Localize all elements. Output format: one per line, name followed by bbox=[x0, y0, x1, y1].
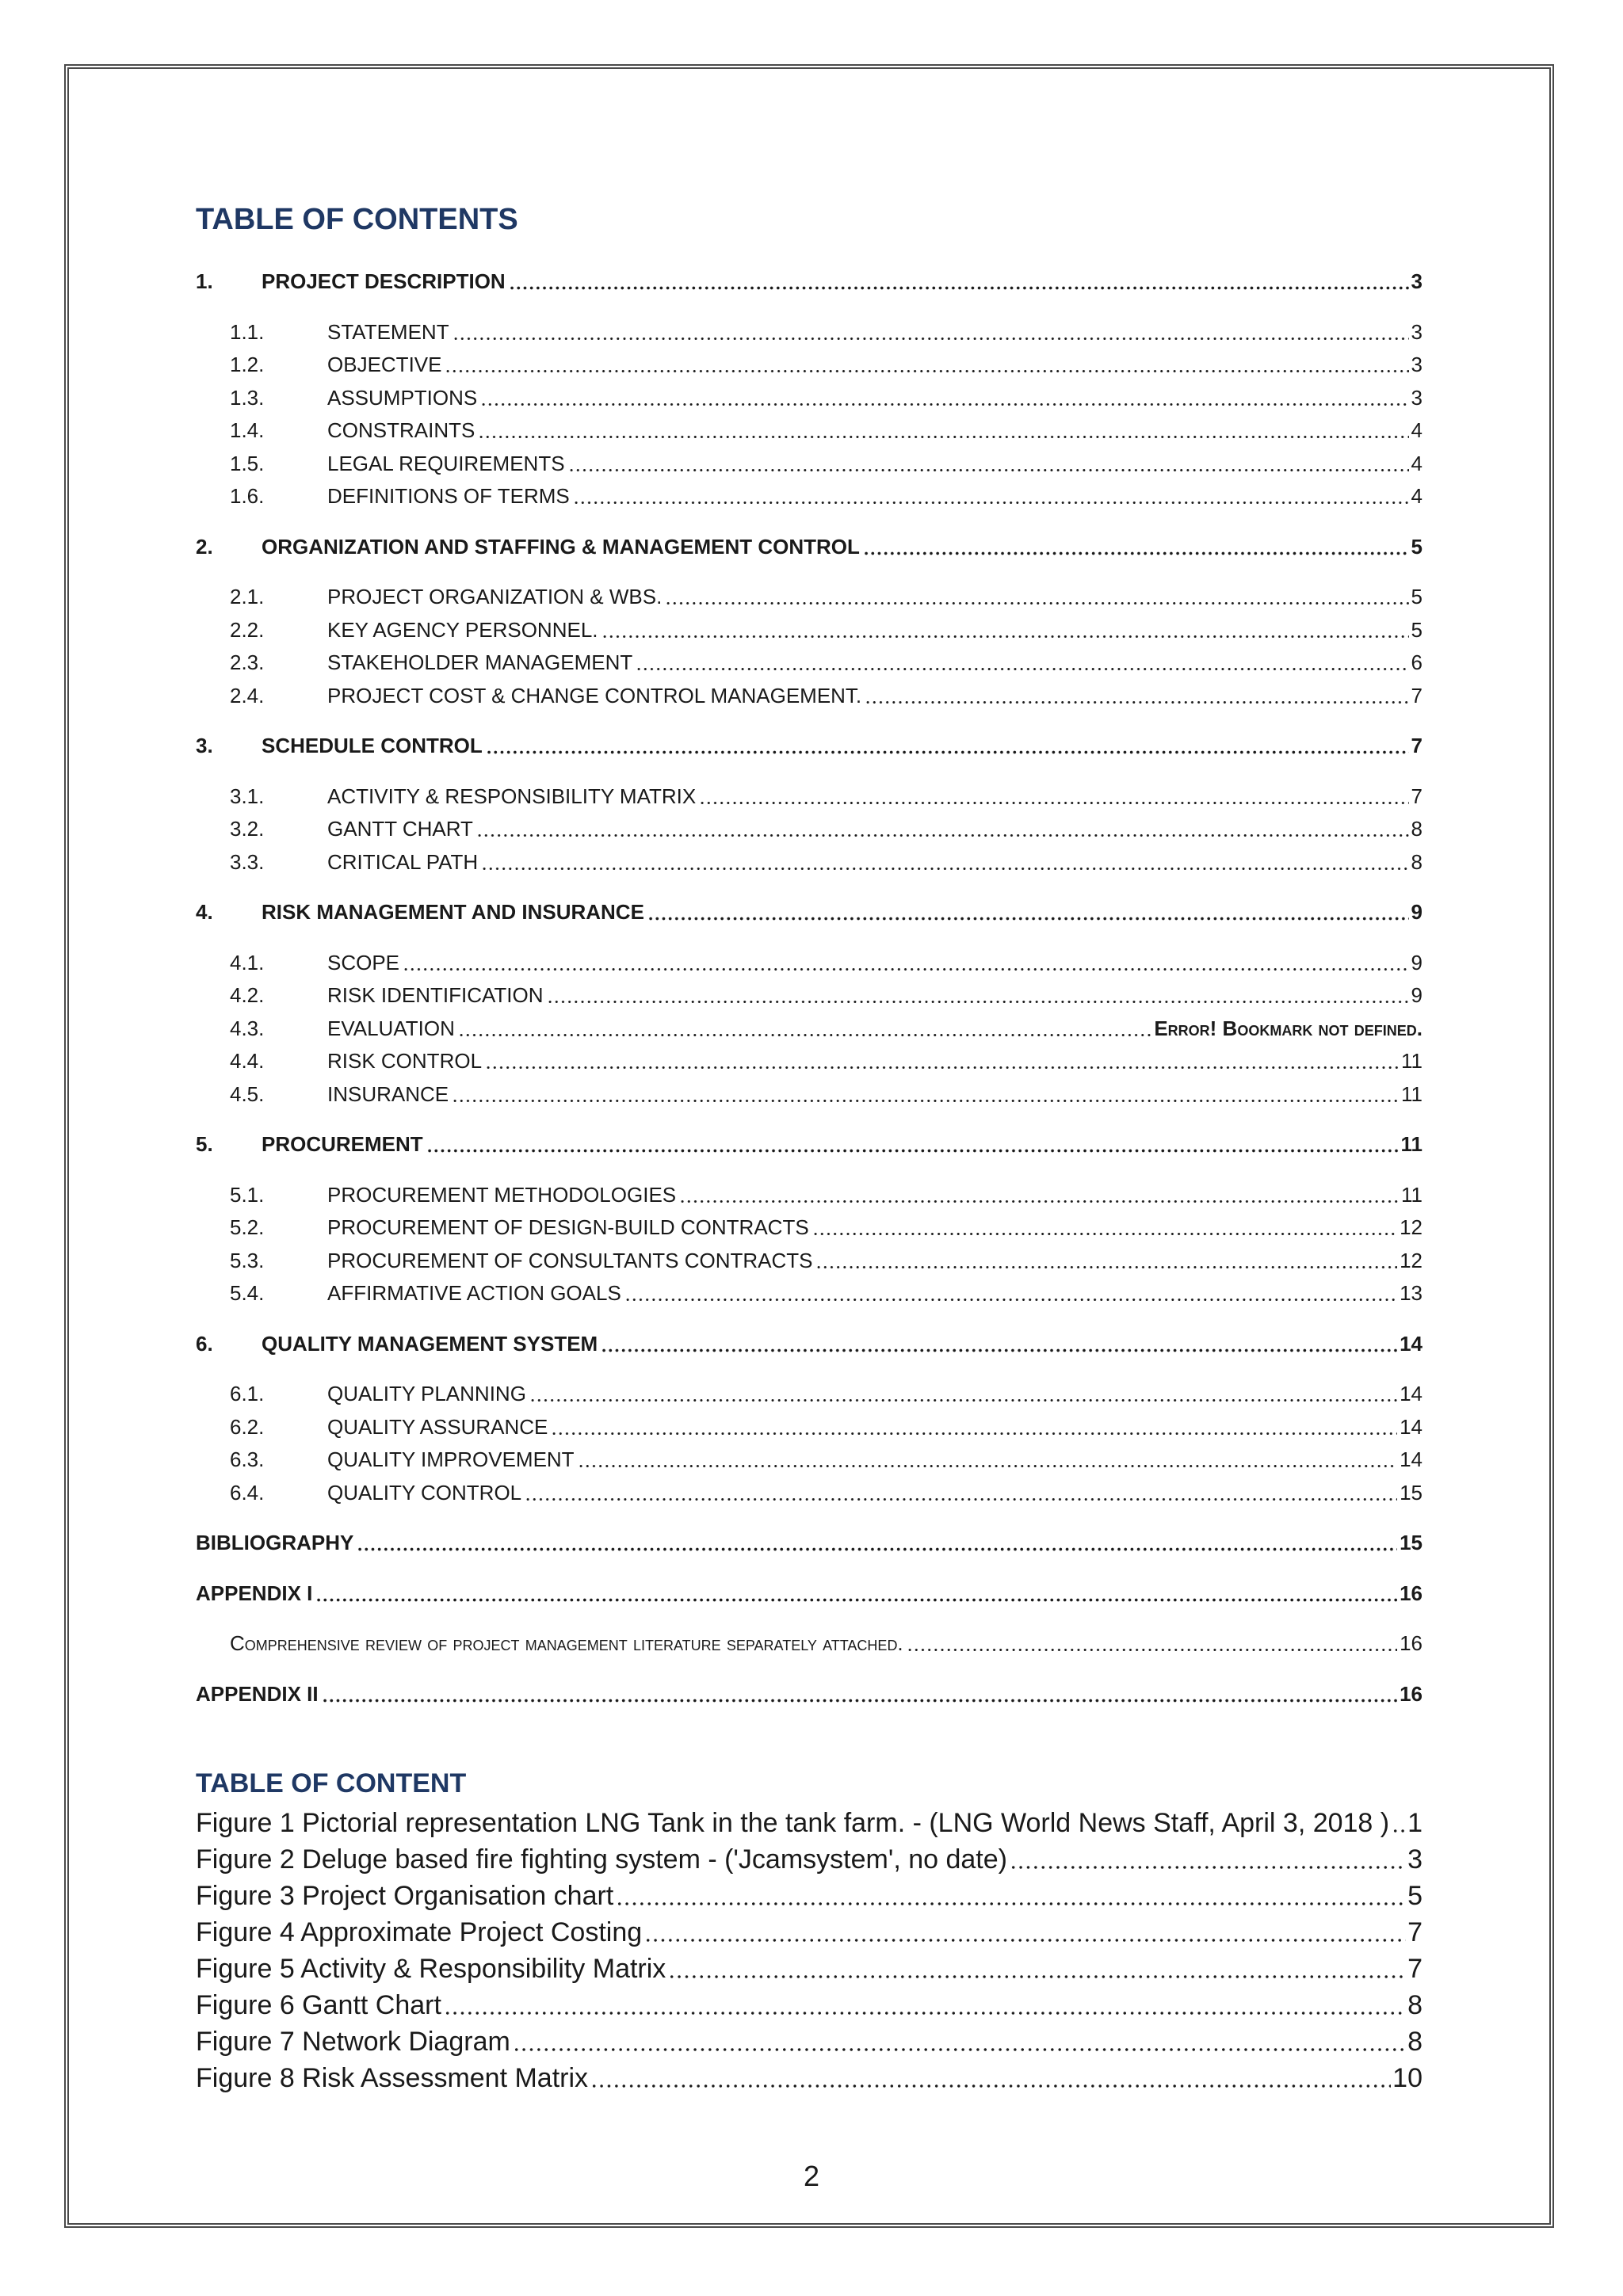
figure-entry[interactable] bbox=[196, 2023, 1423, 2060]
toc-subsection-entry[interactable] bbox=[196, 813, 1423, 846]
toc-entry-page: 7 bbox=[1411, 683, 1423, 707]
dot-leader bbox=[322, 1678, 1397, 1711]
toc-entry-number: 1.1. bbox=[230, 319, 265, 344]
figure-entry[interactable] bbox=[196, 1914, 1423, 1951]
toc-entry-title: QUALITY MANAGEMENT SYSTEM bbox=[262, 1331, 598, 1356]
toc-entry-title: PROCUREMENT OF CONSULTANTS CONTRACTS bbox=[327, 1248, 813, 1272]
dot-leader bbox=[601, 1328, 1397, 1361]
toc-entry-page: 9 bbox=[1411, 900, 1423, 924]
figure-entry-page: 7 bbox=[1407, 1917, 1423, 1947]
toc-entry-number: 1.3. bbox=[230, 385, 265, 410]
figure-entry[interactable] bbox=[196, 1841, 1423, 1878]
toc-entry-page: 4 bbox=[1411, 451, 1423, 475]
dot-leader bbox=[485, 1045, 1399, 1078]
toc-entry-number: 1.6. bbox=[230, 484, 265, 508]
toc-entry-title: DEFINITIONS OF TERMS bbox=[327, 484, 570, 508]
dot-leader bbox=[357, 1527, 1397, 1560]
toc-subsection-entry[interactable] bbox=[196, 448, 1423, 481]
figure-entry-title: Figure 6 Gantt Chart bbox=[196, 1990, 441, 2020]
dot-leader bbox=[644, 1914, 1406, 1951]
dot-leader bbox=[481, 846, 1408, 879]
toc-entry-page: 9 bbox=[1411, 983, 1423, 1007]
toc-entry-page: 3 bbox=[1411, 353, 1423, 376]
figure-entry-page: 8 bbox=[1407, 2027, 1423, 2057]
toc-entry-page: 11 bbox=[1401, 1049, 1423, 1073]
toc-subsection-entry[interactable] bbox=[196, 1045, 1423, 1078]
dot-leader bbox=[616, 1878, 1406, 1914]
toc-entry-number: 4. bbox=[196, 900, 213, 924]
toc-entry-title: APPENDIX II bbox=[196, 1681, 319, 1706]
toc-entry-page: 14 bbox=[1400, 1382, 1423, 1405]
toc-entry-title: APPENDIX I bbox=[196, 1581, 313, 1605]
toc-subsection-entry[interactable] bbox=[196, 979, 1423, 1013]
toc-subsection-entry[interactable] bbox=[196, 1013, 1423, 1046]
toc-entry-number: 1.2. bbox=[230, 353, 265, 376]
toc-entry-title: AFFIRMATIVE ACTION GOALS bbox=[327, 1281, 621, 1305]
figure-entry-title: Figure 1 Pictorial representation LNG Tank in the tank farm. - (LNG World News Staff, April 3, 2018 ) bbox=[196, 1808, 1390, 1838]
figure-entry[interactable] bbox=[196, 1987, 1423, 2023]
toc-subsection-entry[interactable] bbox=[196, 1477, 1423, 1510]
toc-section-entry[interactable] bbox=[196, 265, 1423, 299]
toc-entry-number: 5. bbox=[196, 1132, 213, 1156]
toc-subsection-entry[interactable] bbox=[196, 846, 1423, 879]
figure-entry-title: Figure 2 Deluge based fire fighting system - ('Jcamsystem', no date) bbox=[196, 1844, 1007, 1875]
toc-entry-page: 15 bbox=[1400, 1531, 1423, 1554]
dot-leader bbox=[480, 382, 1408, 415]
dot-leader bbox=[601, 614, 1409, 647]
toc-entry-page: 11 bbox=[1401, 1182, 1423, 1207]
dot-leader bbox=[699, 780, 1408, 814]
toc-section-entry[interactable] bbox=[196, 531, 1423, 564]
toc-entry-page: 11 bbox=[1401, 1081, 1423, 1106]
dot-leader bbox=[453, 316, 1409, 349]
toc-entry-number: 1.4. bbox=[230, 418, 265, 442]
dot-leader bbox=[426, 1128, 1399, 1161]
toc-entry-page: 16 bbox=[1400, 1631, 1423, 1655]
toc-subsection-entry[interactable] bbox=[196, 1444, 1423, 1477]
figure-entry-page: 1 bbox=[1407, 1808, 1423, 1838]
toc-subsection-entry[interactable] bbox=[196, 1078, 1423, 1112]
toc-entry-title: LEGAL REQUIREMENTS bbox=[327, 451, 565, 475]
toc-entry-page: 14 bbox=[1400, 1331, 1423, 1356]
dot-leader bbox=[578, 1444, 1398, 1477]
toc-entry-page: 6 bbox=[1411, 650, 1423, 674]
toc-entry-title: QUALITY CONTROL bbox=[327, 1480, 522, 1505]
dot-leader bbox=[679, 1179, 1399, 1212]
toc-entry-page: 15 bbox=[1400, 1480, 1423, 1505]
dot-leader bbox=[478, 414, 1408, 448]
dot-leader bbox=[815, 1245, 1397, 1278]
figure-entry[interactable] bbox=[196, 1951, 1423, 1987]
toc-entry-number: 2. bbox=[196, 534, 213, 559]
toc-entry-title: SCOPE bbox=[327, 950, 400, 974]
toc-entry-number: 5.2. bbox=[230, 1215, 265, 1239]
figure-entry-page: 10 bbox=[1392, 2063, 1423, 2093]
dot-leader bbox=[1010, 1841, 1406, 1878]
dot-leader bbox=[624, 1277, 1397, 1310]
dot-leader bbox=[907, 1627, 1397, 1661]
dot-leader bbox=[668, 1951, 1406, 1987]
figure-entry[interactable] bbox=[196, 2060, 1423, 2096]
toc-section-entry[interactable] bbox=[196, 1128, 1423, 1161]
page-number: 2 bbox=[803, 2160, 820, 2192]
toc-entry-number: 4.3. bbox=[230, 1016, 265, 1040]
toc-entry-number: 2.1. bbox=[230, 585, 265, 608]
toc-entry-title: CRITICAL PATH bbox=[327, 849, 479, 874]
toc-entry-title: ORGANIZATION AND STAFFING & MANAGEMENT CONTROL bbox=[262, 534, 860, 559]
dot-leader bbox=[568, 448, 1409, 481]
toc-entry-number: 5.3. bbox=[230, 1248, 265, 1272]
toc-entry-number: 1. bbox=[196, 269, 213, 293]
toc-entry-page: 5 bbox=[1411, 534, 1423, 559]
toc-entry-title: RISK CONTROL bbox=[327, 1049, 483, 1073]
dot-leader bbox=[403, 947, 1409, 980]
toc-entry-title: PROJECT COST & CHANGE CONTROL MANAGEMENT. bbox=[327, 683, 862, 707]
toc-subsection-entry[interactable] bbox=[196, 1211, 1423, 1245]
toc-entry-title: QUALITY ASSURANCE bbox=[327, 1414, 548, 1439]
toc-subsection-entry[interactable] bbox=[196, 1378, 1423, 1411]
toc-entry-title: Comprehensive review of project management literature separately attached. bbox=[230, 1631, 903, 1655]
toc-entry-page: 14 bbox=[1400, 1414, 1423, 1439]
toc-entry-title: CONSTRAINTS bbox=[327, 418, 475, 442]
toc-subsection-entry[interactable] bbox=[196, 780, 1423, 814]
toc-subsection-entry[interactable] bbox=[196, 1179, 1423, 1212]
toc-entry-number: 6. bbox=[196, 1331, 213, 1356]
toc-entry-page: 7 bbox=[1411, 784, 1423, 808]
toc-entry-page: 14 bbox=[1400, 1447, 1423, 1471]
toc-section-entry[interactable] bbox=[196, 896, 1423, 929]
dot-leader bbox=[445, 349, 1408, 382]
dot-leader bbox=[573, 480, 1409, 513]
dot-leader bbox=[486, 730, 1409, 763]
figure-entry[interactable] bbox=[196, 1878, 1423, 1914]
dot-leader bbox=[547, 979, 1409, 1013]
dot-leader bbox=[458, 1013, 1151, 1046]
toc-entry-number: 4.5. bbox=[230, 1081, 265, 1106]
toc-entry-page: 16 bbox=[1400, 1681, 1423, 1706]
dot-leader bbox=[865, 680, 1408, 713]
dot-leader bbox=[476, 813, 1409, 846]
toc-subsection-entry[interactable] bbox=[196, 414, 1423, 448]
toc-subsection-entry[interactable] bbox=[196, 1627, 1423, 1661]
dot-leader bbox=[513, 2023, 1406, 2060]
toc-entry-number: 5.1. bbox=[230, 1182, 265, 1207]
toc-entry-number: 4.4. bbox=[230, 1049, 265, 1073]
dot-leader bbox=[636, 646, 1408, 680]
toc-heading: TABLE OF CONTENTS bbox=[196, 203, 518, 236]
toc-entry-page: Error! Bookmark not defined. bbox=[1154, 1016, 1423, 1040]
toc-entry-title: SCHEDULE CONTROL bbox=[262, 734, 483, 757]
toc-entry-title: INSURANCE bbox=[327, 1081, 449, 1106]
toc-entry-page: 5 bbox=[1411, 585, 1423, 608]
toc-entry-title: QUALITY PLANNING bbox=[327, 1382, 526, 1405]
dot-leader bbox=[452, 1078, 1399, 1112]
toc-entry-number: 2.2. bbox=[230, 617, 265, 642]
toc-entry-page: 9 bbox=[1411, 950, 1423, 974]
dot-leader bbox=[1392, 1805, 1406, 1841]
toc-entry-title: PROCUREMENT OF DESIGN-BUILD CONTRACTS bbox=[327, 1215, 809, 1239]
toc-entry-page: 3 bbox=[1411, 385, 1423, 410]
toc-entry-title: PROCUREMENT bbox=[262, 1132, 423, 1156]
dot-leader bbox=[665, 581, 1408, 614]
toc-entry-page: 5 bbox=[1411, 617, 1423, 642]
toc-entry-number: 6.2. bbox=[230, 1414, 265, 1439]
toc-entry-number: 3.1. bbox=[230, 784, 265, 808]
dot-leader bbox=[863, 531, 1409, 564]
dot-leader bbox=[525, 1477, 1397, 1510]
figure-entry-title: Figure 3 Project Organisation chart bbox=[196, 1881, 614, 1911]
figures-heading: TABLE OF CONTENT bbox=[196, 1768, 467, 1798]
toc-subsection-entry[interactable] bbox=[196, 646, 1423, 680]
toc-entry-number: 6.1. bbox=[230, 1382, 265, 1405]
toc-entry-title: RISK MANAGEMENT AND INSURANCE bbox=[262, 900, 644, 924]
toc-subsection-entry[interactable] bbox=[196, 947, 1423, 980]
toc-entry-page: 11 bbox=[1400, 1132, 1423, 1156]
toc-section-entry[interactable] bbox=[196, 730, 1423, 763]
toc-entry-number: 2.3. bbox=[230, 650, 265, 674]
toc-entry-title: BIBLIOGRAPHY bbox=[196, 1531, 354, 1554]
toc-entry-page: 8 bbox=[1411, 849, 1423, 874]
toc-entry-number: 5.4. bbox=[230, 1281, 265, 1305]
toc-entry-page: 8 bbox=[1411, 817, 1423, 841]
toc-entry-title: PROJECT ORGANIZATION & WBS. bbox=[327, 585, 663, 608]
toc-entry-number: 3. bbox=[196, 734, 213, 757]
toc-entry-title: PROJECT DESCRIPTION bbox=[262, 269, 506, 293]
dot-leader bbox=[812, 1211, 1397, 1245]
figure-entry-page: 3 bbox=[1407, 1844, 1423, 1875]
toc-subsection-entry[interactable] bbox=[196, 382, 1423, 415]
dot-leader bbox=[551, 1411, 1397, 1444]
toc-entry-title: PROCUREMENT METHODOLOGIES bbox=[327, 1182, 677, 1207]
toc-subsection-entry[interactable] bbox=[196, 480, 1423, 513]
toc-subsection-entry[interactable] bbox=[196, 349, 1423, 382]
toc-section-entry[interactable] bbox=[196, 1328, 1423, 1361]
toc-entry-title: STAKEHOLDER MANAGEMENT bbox=[327, 650, 633, 674]
toc-entry-title: ACTIVITY & RESPONSIBILITY MATRIX bbox=[327, 784, 697, 808]
toc-section-entry[interactable] bbox=[196, 1527, 1423, 1560]
toc-section-entry[interactable] bbox=[196, 1678, 1423, 1711]
figure-entry[interactable] bbox=[196, 1805, 1423, 1841]
dot-leader bbox=[590, 2060, 1391, 2096]
toc-entry-number: 4.2. bbox=[230, 983, 265, 1007]
toc-subsection-entry[interactable] bbox=[196, 1245, 1423, 1278]
toc-subsection-entry[interactable] bbox=[196, 316, 1423, 349]
toc-entry-title: RISK IDENTIFICATION bbox=[327, 983, 544, 1007]
toc-entry-page: 7 bbox=[1411, 734, 1423, 757]
figure-entry-title: Figure 4 Approximate Project Costing bbox=[196, 1917, 643, 1947]
toc-entry-title: QUALITY IMPROVEMENT bbox=[327, 1447, 575, 1471]
toc-subsection-entry[interactable] bbox=[196, 1277, 1423, 1310]
figure-entry-title: Figure 7 Network Diagram bbox=[196, 2027, 510, 2057]
toc-entry-title: EVALUATION bbox=[327, 1016, 455, 1040]
dot-leader bbox=[529, 1378, 1397, 1411]
figure-entry-page: 8 bbox=[1407, 1990, 1423, 2020]
toc-entry-page: 4 bbox=[1411, 418, 1423, 442]
figure-entry-page: 7 bbox=[1407, 1954, 1423, 1984]
figure-entry-title: Figure 8 Risk Assessment Matrix bbox=[196, 2063, 589, 2093]
toc-entry-title: OBJECTIVE bbox=[327, 353, 442, 376]
toc-entry-page: 16 bbox=[1400, 1581, 1423, 1605]
toc-entry-page: 12 bbox=[1400, 1248, 1423, 1272]
toc-subsection-entry[interactable] bbox=[196, 581, 1423, 614]
toc-subsection-entry[interactable] bbox=[196, 614, 1423, 647]
dot-leader bbox=[647, 896, 1409, 929]
toc-list bbox=[196, 265, 1423, 1728]
toc-section-entry[interactable] bbox=[196, 1577, 1423, 1611]
toc-entry-page: 13 bbox=[1400, 1281, 1423, 1305]
toc-entry-number: 3.2. bbox=[230, 817, 265, 841]
toc-entry-number: 1.5. bbox=[230, 451, 265, 475]
toc-entry-title: GANTT CHART bbox=[327, 817, 473, 841]
toc-entry-title: STATEMENT bbox=[327, 319, 449, 344]
dot-leader bbox=[509, 265, 1409, 299]
toc-entry-page: 3 bbox=[1411, 319, 1423, 344]
toc-entry-page: 3 bbox=[1411, 269, 1423, 293]
toc-entry-page: 4 bbox=[1411, 484, 1423, 508]
figure-entry-title: Figure 5 Activity & Responsibility Matrix bbox=[196, 1954, 666, 1984]
toc-entry-title: ASSUMPTIONS bbox=[327, 385, 478, 410]
toc-entry-number: 6.3. bbox=[230, 1447, 265, 1471]
toc-entry-number: 2.4. bbox=[230, 683, 265, 707]
toc-subsection-entry[interactable] bbox=[196, 680, 1423, 713]
toc-entry-number: 4.1. bbox=[230, 950, 265, 974]
toc-entry-number: 6.4. bbox=[230, 1480, 265, 1505]
toc-entry-page: 12 bbox=[1400, 1215, 1423, 1239]
toc-subsection-entry[interactable] bbox=[196, 1411, 1423, 1444]
dot-leader bbox=[444, 1987, 1406, 2023]
dot-leader bbox=[315, 1577, 1397, 1611]
figures-list bbox=[196, 1805, 1423, 2096]
toc-entry-number: 3.3. bbox=[230, 849, 265, 874]
figure-entry-page: 5 bbox=[1407, 1881, 1423, 1911]
toc-entry-title: KEY AGENCY PERSONNEL. bbox=[327, 617, 598, 642]
